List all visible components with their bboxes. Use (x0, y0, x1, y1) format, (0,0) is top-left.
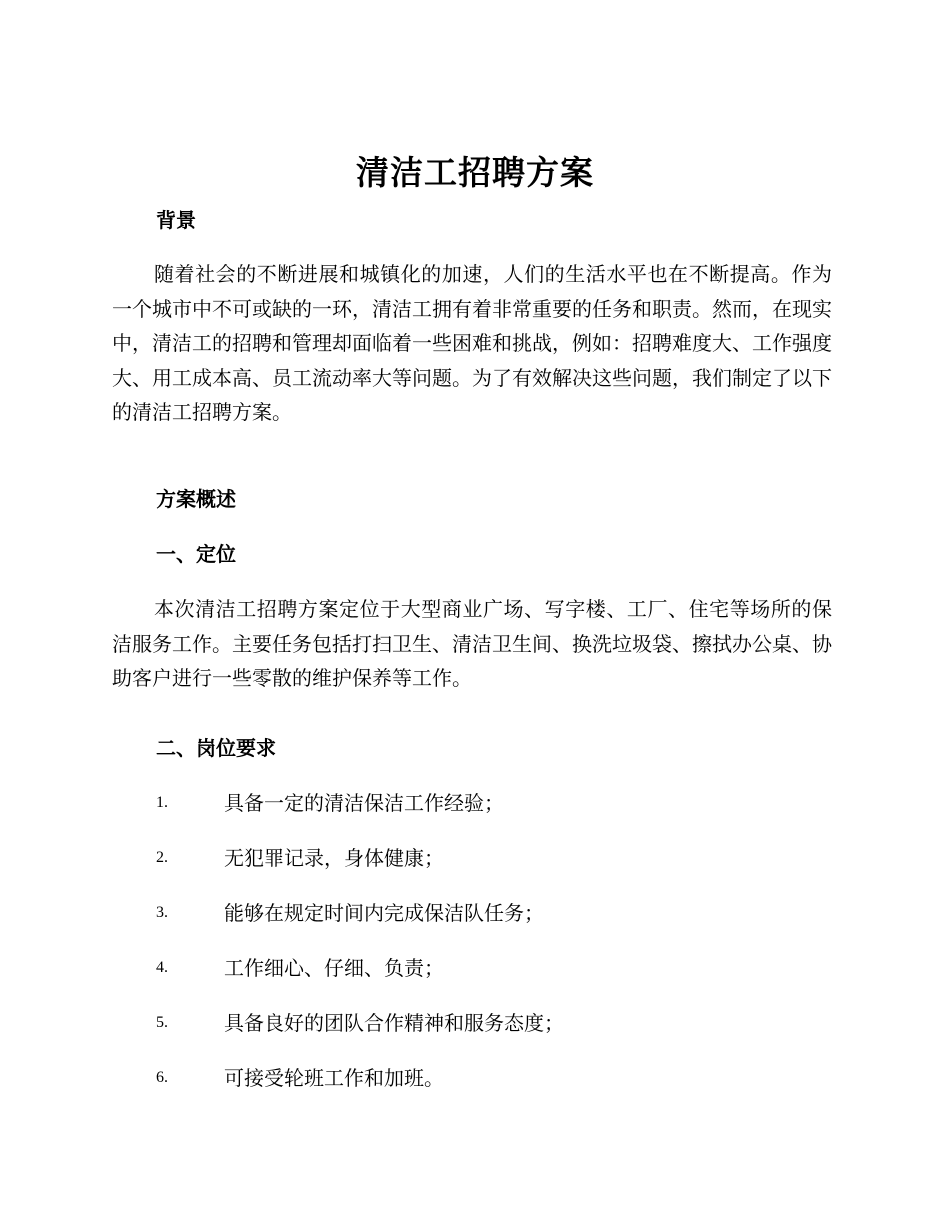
list-item-text: 无犯罪记录，身体健康； (224, 846, 444, 870)
list-item-text: 可接受轮班工作和加班。 (224, 1066, 444, 1090)
list-item-number: 6. (156, 1069, 168, 1086)
list-item-text: 工作细心、仔细、负责； (224, 956, 444, 980)
list-item-number: 4. (156, 959, 168, 976)
section-heading-overview: 方案概述 (156, 487, 236, 511)
list-item-text: 具备良好的团队合作精神和服务态度； (224, 1011, 564, 1035)
section-heading-requirements: 二、岗位要求 (156, 736, 276, 760)
list-item-number: 1. (156, 794, 168, 811)
document-title: 清洁工招聘方案 (356, 153, 594, 192)
list-item-number: 5. (156, 1014, 168, 1031)
section-heading-positioning: 一、定位 (156, 542, 236, 566)
list-item-number: 3. (156, 904, 168, 921)
list-item-text: 具备一定的清洁保洁工作经验； (224, 791, 504, 815)
section-heading-background: 背景 (156, 208, 196, 232)
list-item-number: 2. (156, 849, 168, 866)
background-paragraph: 随着社会的不断进展和城镇化的加速，人们的生活水平也在不断提高。作为一个城市中不可或缺的一环，清洁工拥有着非常重要的任务和职责。然而，在现实中，清洁工的招聘和管理却面临着一些困难和挑战，例如：招聘难度大、工作强度大、用工成本高、员工流动率大等问题。为了有效解决这些问题，我们制定了以下的清洁工招聘方案。 (112, 262, 832, 425)
list-item-text: 能够在规定时间内完成保洁队任务； (224, 901, 544, 925)
positioning-paragraph: 本次清洁工招聘方案定位于大型商业广场、写字楼、工厂、住宅等场所的保洁服务工作。主要任务包括打扫卫生、清洁卫生间、换洗垃圾袋、擦拭办公桌、协助客户进行一些零散的维护保养等工作。 (112, 597, 832, 691)
